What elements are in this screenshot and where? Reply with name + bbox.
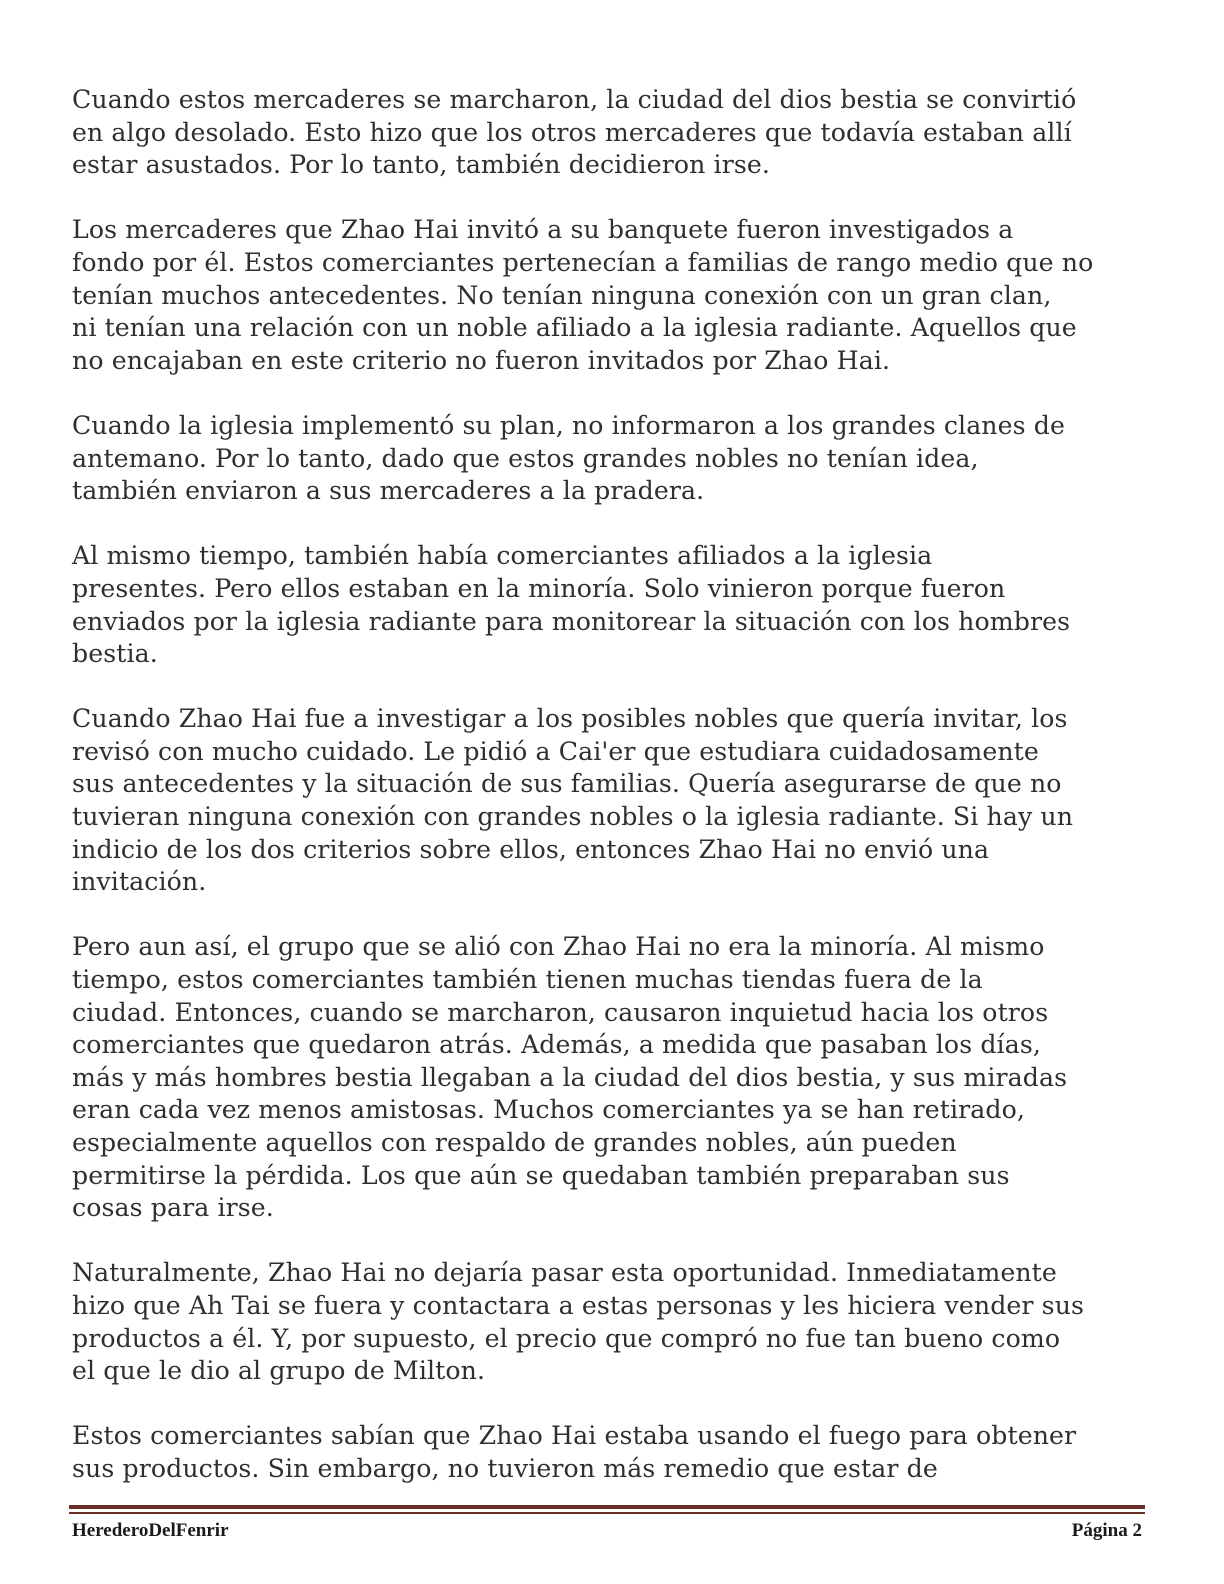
paragraph-1: Cuando estos mercaderes se marcharon, la ciudad del dios bestia se convirtió en algo desolado. Esto hizo que los otros mercaderes que todavía estaban allí estar asustados. Por lo tanto, también decidieron irse. bbox=[72, 85, 1077, 180]
footer-rule-thin bbox=[69, 1512, 1145, 1514]
paragraph-6: Pero aun así, el grupo que se alió con Zhao Hai no era la minoría. Al mismo tiempo, estos comerciantes también tienen muchas tiendas fuera de la ciudad. Entonces, cuando se marcharon, causaron inquietud hacia los otros comerciantes que quedaron atrás. Además, a medida que pasaban los días, más y más hombres bestia llegaban a la ciudad del dios bestia, y sus miradas eran cada vez menos amistosas. Muchos comerciantes ya se han retirado, especialmente aquellos con respaldo de grandes nobles, aún pueden permitirse la pérdida. Los que aún se quedaban también preparaban sus cosas para irse. bbox=[72, 932, 1068, 1223]
paragraph-5: Cuando Zhao Hai fue a investigar a los posibles nobles que quería invitar, los revisó con mucho cuidado. Le pidió a Cai'er que estudiara cuidadosamente sus antecedentes y la situación de sus familias. Quería asegurarse de que no tuvieran ninguna conexión con grandes nobles o la iglesia radiante. Si hay un indicio de los dos criterios sobre ellos, entonces Zhao Hai no envió una invitación. bbox=[72, 704, 1074, 897]
paragraph-2: Los mercaderes que Zhao Hai invitó a su banquete fueron investigados a fondo por él. Estos comerciantes pertenecían a familias de rango medio que no tenían muchos antecedentes. No tenían ninguna conexión con un gran clan, ni tenían una relación con un noble afiliado a la iglesia radiante. Aquellos que no encajaban en este criterio no fueron invitados por Zhao Hai. bbox=[72, 215, 1094, 375]
paragraph-4: Al mismo tiempo, también había comerciantes afiliados a la iglesia presentes. Pero ellos estaban en la minoría. Solo vinieron porque fueron enviados por la iglesia radiante para monitorear la situación con los hombres bestia. bbox=[72, 541, 1071, 669]
paragraph-3: Cuando la iglesia implementó su plan, no informaron a los grandes clanes de antemano. Por lo tanto, dado que estos grandes nobles no tenían idea, también enviaron a sus mercaderes a la pradera. bbox=[72, 410, 1065, 506]
footer-author: HerederoDelFenrir bbox=[72, 1520, 229, 1541]
body-text bbox=[72, 84, 1152, 1518]
footer-page-number: Página 2 bbox=[1071, 1520, 1142, 1541]
paragraph-8: Estos comerciantes sabían que Zhao Hai estaba usando el fuego para obtener sus productos. Sin embargo, no tuvieron más remedio que estar de bbox=[72, 1421, 1077, 1483]
footer-rule-thick bbox=[69, 1505, 1145, 1509]
paragraph-7: Naturalmente, Zhao Hai no dejaría pasar esta oportunidad. Inmediatamente hizo que Ah Tai se fuera y contactara a estas personas y les hiciera vender sus productos a él. Y, por supuesto, el precio que compró no fue tan bueno como el que le dio al grupo de Milton. bbox=[72, 1258, 1085, 1386]
